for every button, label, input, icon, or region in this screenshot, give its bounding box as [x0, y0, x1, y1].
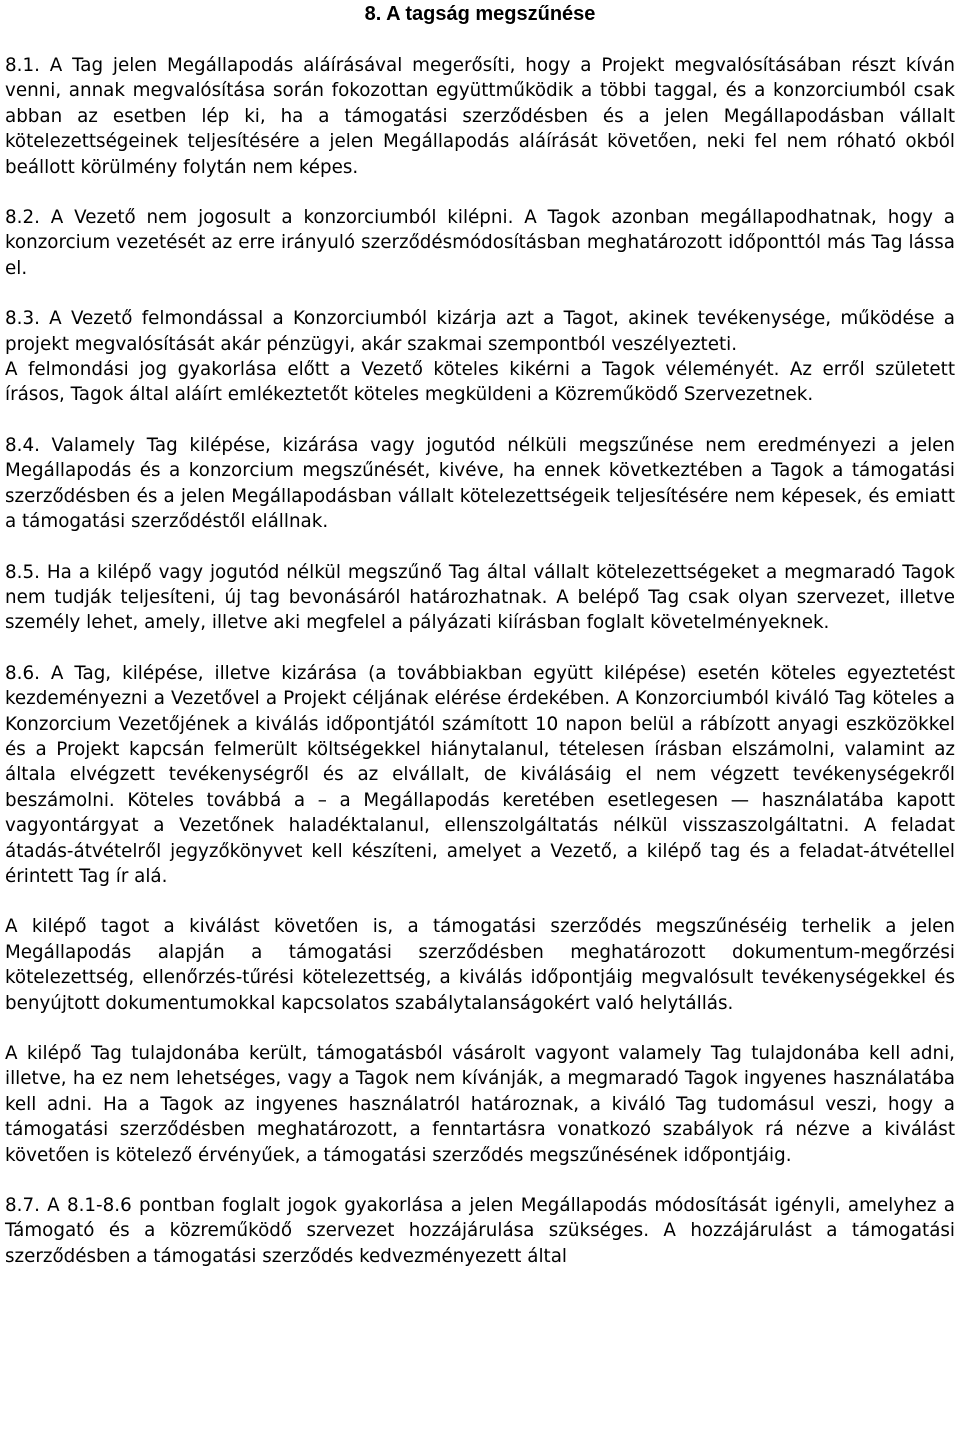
paragraph-8-6-departing-member: A kilépő tagot a kiválást követően is, a támogatási szerződés megszűnéséig terhelik a jelen Megállapodás alapján a támogatási szerződésben meghatározott dokumentum-megőrzési kötelezettség, ellenőrzés-tűrési kötelezettség, a kiválás időpontjáig megvalósult tevékenységekkel és benyújtott dokumentumokkal kapcsolatos szabálytalanságokért való helytállás. [5, 916, 955, 1014]
section-heading: 8. A tagság megszűnése [364, 3, 596, 25]
paragraph-8-4: 8.4. Valamely Tag kilépése, kizárása vagy jogutód nélküli megszűnése nem eredményezi a jelen Megállapodás és a konzorcium megszűnését, kivéve, ha ennek következtében a Tagok a támogatási szerződésben és a jelen Megállapodásban vállalt kötelezettségeik teljesítésére nem képesek, és emiatt a támogatási szerződéstől elállnak. [5, 434, 955, 533]
paragraph-8-6-assets: A kilépő Tag tulajdonába került, támogatásból vásárolt vagyont valamely Tag tulajdonába kell adni, illetve, ha ez nem lehetséges, vagy a Tagok nem kívánják, a megmaradó Tagok ingyenes használatába kell adni. Ha a Tagok az ingyenes használatról határoznak, a kiváló Tag tudomásul veszi, hogy a támogatási szerződésben meghatározott, a fenntartásra vonatkozó szabályok rá nézve a kiválást követően is kötelező érvényűek, a támogatási szerződés megszűnésének időpontjáig. [5, 1043, 955, 1166]
paragraph-8-3: 8.3. A Vezető felmondással a Konzorciumból kizárja azt a Tagot, akinek tevékenysége, működése a projekt megvalósítását akár pénzügyi, akár szakmai szempontból veszélyezteti. [5, 308, 955, 355]
paragraph-8-3-continued: A felmondási jog gyakorlása előtt a Vezető köteles kikérni a Tagok véleményét. Az erről született írásos, Tagok által aláírt emlékeztetőt köteles megküldeni a Közreműködő Szervezetnek. [5, 359, 955, 406]
paragraph-8-1: 8.1. A Tag jelen Megállapodás aláírásával megerősíti, hogy a Projekt megvalósításában részt kíván venni, annak megvalósítása során fokozottan együttműködik a többi taggal, és a konzorciumból csak abban az esetben lép ki, ha a támogatási szerződésben és a jelen Megállapodásban vállalt kötelezettségeinek teljesítésére a jelen Megállapodás aláírását követően, neki fel nem róható okból beállott körülmény folytán nem képes. [5, 55, 955, 178]
paragraph-8-6: 8.6. A Tag, kilépése, illetve kizárása (a továbbiakban együtt kilépése) esetén köteles egyeztetést kezdeményezni a Vezetővel a Projekt céljának elérése érdekében. A Konzorciumból kiváló Tag köteles a Konzorcium Vezetőjének a kiválás időpontjától számított 10 napon belül a rábízott anyagi eszközökkel és a Projekt kapcsán felmerült költségekkel hiánytalanul, tételesen írásban elszámolni, valamint az általa elvégzett tevékenységről és az elvállalt, de kiválásáig el nem végzett tevékenységekről beszámolni. Köteles továbbá a – a Megállapodás keretében esetlegesen — használatába kapott vagyontárgyat a Vezetőnek haladéktalanul, ellenszolgáltatás nélkül visszaszolgáltatni. A feladat átadás-átvételről jegyzőkönyvet kell készíteni, amelyet a Vezető, a kilépő tag és a feladat-átvétellel érintett Tag ír alá. [5, 662, 955, 887]
paragraph-8-2: 8.2. A Vezető nem jogosult a konzorciumból kilépni. A Tagok azonban megállapodhatnak, hogy a konzorcium vezetését az erre irányuló szerződésmódosításban meghatározott időponttól más Tag lássa el. [5, 207, 955, 279]
paragraph-8-5: 8.5. Ha a kilépő vagy jogutód nélkül megszűnő Tag által vállalt kötelezettségeket a megmaradó Tagok nem tudják teljesíteni, új tag bevonásáról határozhatnak. A belépő Tag csak olyan szervezet, illetve személy lehet, amely, illetve aki megfelel a pályázati kiírásban foglalt követelményeknek. [5, 561, 955, 634]
paragraph-8-7: 8.7. A 8.1-8.6 pontban foglalt jogok gyakorlása a jelen Megállapodás módosítását igényli, amelyhez a Támogató és a közreműködő szervezet hozzájárulása szükséges. A hozzájárulást a támogatási szerződésben a támogatási szerződés kedvezményezett által [5, 1195, 955, 1267]
